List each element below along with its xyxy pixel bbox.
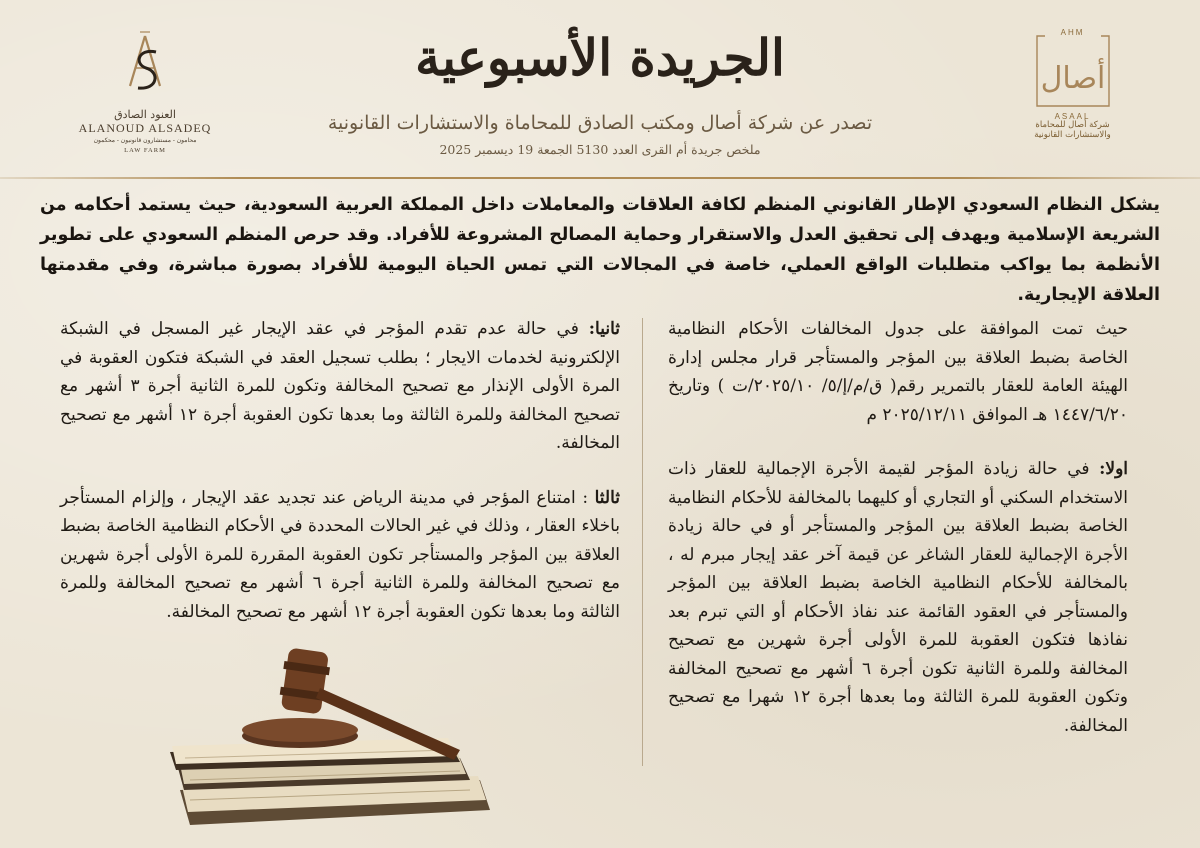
asaal-desc-1: شركة أصال للمحاماة [1035, 120, 1110, 130]
second-violation-paragraph [60, 315, 620, 458]
header [0, 0, 1200, 178]
alanoud-alsadeq-logo [70, 28, 220, 158]
decision-paragraph: حيث تمت الموافقة على جدول المخالفات الأحكام النظامية الخاصة بضبط العلاقة بين المؤجر والمستأجر قرار مجلس إدارة الهيئة العامة للعقار بالتمرير رقم( ق/م/إ/٥/ ٢٠٢٥/١٠/ت ) وتاريخ ١٤٤٧/٦/٢٠ هـ الموافق ٢٠٢٥/١٢/١١ م [668, 319, 1128, 425]
asaal-bottom-text: ASAAL [1054, 112, 1091, 121]
intro-paragraph: يشكل النظام السعودي الإطار القانوني المنظم لكافة العلاقات والمعاملات داخل المملكة العربية السعودية، حيث يستمد أحكامه من الشريعة الإسلامية ويهدف إلى تحقيق العدل والاستقرار وحماية المصالح المشروعة للأفراد. وقد حرص المنظم السعودي على تطوير الأنظمة بما يواكب متطلبات الواقع العملي، خاصة في المجالات التي تمس الحياة اليومية للأفراد بصورة مباشرة، وفي مقدمتها العلاقة الإيجارية. [40, 195, 1160, 305]
first-violation-paragraph [668, 455, 1128, 740]
gavel-books-image [160, 640, 510, 840]
asaal-desc-2: والاستشارات القانونية [1034, 129, 1111, 140]
third-text: : امتناع المؤجر في مدينة الرياض عند تجديد عقد الإيجار ، وإلزام المستأجر باخلاء العقار ، وذلك في غير الحالات المحددة في الأحكام النظامية الخاصة بضبط العلاقة بين المؤجر والمستأجر تكون العقوبة المقررة للمرة الأولى أجرة شهرين مع تصحيح المخالفة وللمرة الثانية أجرة ٦ أشهر مع تصحيح المخالفة وللمرة الثالثة وما بعدها تكون العقوبة أجرة ١٢ أشهر مع تصحيح المخالفة. [60, 487, 620, 622]
page-title: الجريدة الأسبوعية [415, 28, 785, 87]
second-label: ثانيا: [588, 319, 620, 339]
gavel-head [280, 648, 330, 715]
asaal-word: أصال [1040, 61, 1105, 96]
edition-line: ملخص جريدة أم القرى العدد 5130 الجمعة 19 ديسمبر 2025 [439, 142, 761, 157]
asaal-top-text: AHM [1060, 28, 1085, 37]
column-divider [642, 318, 643, 766]
header-divider [0, 177, 1200, 179]
logo-tagline: محامون - مستشارون قانونيون - محكمون [93, 137, 197, 144]
right-column [668, 315, 1128, 766]
asaal-logo [1015, 30, 1130, 155]
left-column [60, 315, 620, 652]
first-label: اولا: [1099, 459, 1128, 479]
first-text: في حالة زيادة المؤجر لقيمة الأجرة الإجمالية للعقار ذات الاستخدام السكني أو التجاري أو كليهما بالمخالفة للأحكام النظامية الخاصة بضبط العلاقة بين المؤجر والمستأجر أو في حالة زيادة الأجرة الإجمالية للعقار الشاغر عن قيمة آخر عقد إيجار مبرم له ، بالمخالفة للأحكام النظامية الخاصة بضبط العلاقة بين المؤجر والمستأجر في العقود القائمة عند نفاذ الأحكام أو التي تبرم بعد نفاذها فتكون العقوبة للمرة الأولى أجرة شهرين مع تصحيح المخالفة وللمرة الثانية تكون أجرة ٦ أشهر مع تصحيح المخالفة وتكون العقوبة للمرة الثالثة وما بعدها أجرة ١٢ شهرا مع تصحيح المخالفة. [668, 459, 1128, 736]
logo-name-ar: العنود الصادق [114, 108, 176, 121]
page-subtitle: تصدر عن شركة أصال ومكتب الصادق للمحاماة والاستشارات القانونية [327, 112, 873, 134]
logo-name-en: ALANOUD ALSADEQ [78, 121, 212, 135]
alsadeq-monogram-icon [110, 28, 180, 106]
asaal-frame [1033, 30, 1113, 110]
third-label: ثالثا [594, 487, 620, 508]
asaal-frame-icon [1033, 30, 1113, 110]
third-violation-paragraph [60, 484, 620, 627]
second-text: في حالة عدم تقدم المؤجر في عقد الإيجار غير المسجل في الشبكة الإلكترونية لخدمات الايجار ؛ بطلب تسجيل العقد في الشبكة فتكون العقوبة في المرة الأولى الإنذار مع تصحيح المخالفة وتكون للمرة الثانية أجرة ٣ أشهر مع تصحيح المخالفة وللمرة الثالثة وما بعدها تكون العقوبة أجرة ١٢ أشهر مع تصحيح المخالفة. [60, 319, 620, 453]
logo-firm: LAW FARM [124, 147, 166, 154]
